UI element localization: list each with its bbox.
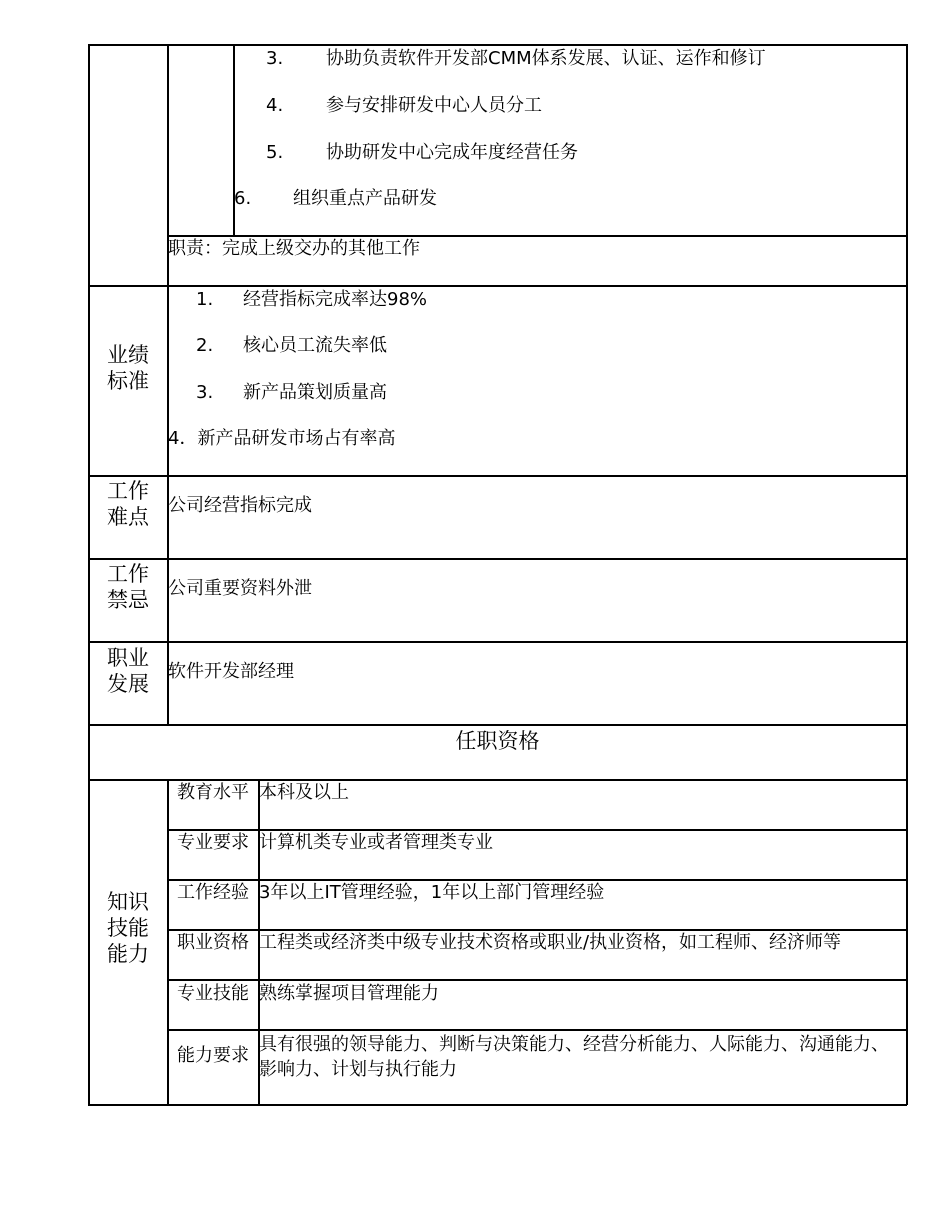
duty-number: 4.: [266, 95, 284, 116]
difficulty-value: 公司经营指标完成: [168, 495, 312, 516]
performance-number: 3.: [196, 382, 214, 403]
table-right-border: [906, 44, 908, 1105]
qual-row-divider: [167, 829, 907, 831]
label-line: 知识: [107, 890, 149, 914]
difficulty-label: [89, 478, 167, 530]
qual-row-label: 专业要求: [177, 832, 249, 853]
duty-text: 组织重点产品研发: [293, 188, 437, 209]
label-line: 难点: [107, 505, 149, 529]
duty-text: 参与安排研发中心人员分工: [326, 95, 542, 116]
label-line: 业绩: [107, 343, 149, 367]
label-line: 工作: [107, 479, 149, 503]
performance-text: 经营指标完成率达98%: [243, 289, 428, 310]
duty-text: 协助研发中心完成年度经营任务: [326, 142, 578, 163]
qual-row-value: 工程类或经济类中级专业技术资格或职业/执业资格，如工程师、经济师等: [259, 932, 842, 953]
performance-item-4: 4．新产品研发市场占有率高: [168, 428, 396, 449]
label-line: 发展: [107, 672, 149, 696]
row-divider: [88, 779, 907, 781]
taboo-label: [89, 561, 167, 613]
label-line: 职业: [107, 646, 149, 670]
qual-row-label: 工作经验: [177, 882, 249, 903]
label-column-divider: [167, 44, 169, 725]
qual-row-divider: [167, 979, 907, 981]
performance-text: 核心员工流失率低: [243, 335, 387, 356]
performance-number: 2.: [196, 335, 214, 356]
career-label: [89, 645, 167, 697]
performance-text: 新产品策划质量高: [243, 382, 387, 403]
qual-row-value: 熟练掌握项目管理能力: [259, 983, 439, 1004]
label-line: 能力: [107, 942, 149, 966]
taboo-value: 公司重要资料外泄: [168, 578, 312, 599]
duty-number: 5.: [266, 142, 284, 163]
row-divider: [88, 475, 907, 477]
performance-number: 1.: [196, 289, 214, 310]
qual-row-value: 3年以上IT管理经验，1年以上部门管理经验: [259, 882, 605, 903]
qual-row-label: 职业资格: [177, 932, 249, 953]
duty-text: 协助负责软件开发部CMM体系发展、认证、运作和修订: [326, 48, 766, 69]
qual-row-value: 本科及以上: [259, 782, 349, 803]
knowledge-label: [89, 889, 167, 967]
row-divider: [88, 641, 907, 643]
qual-row-divider: [167, 879, 907, 881]
table-bottom-border: [88, 1104, 907, 1106]
qual-row-value: 计算机类专业或者管理类专业: [259, 832, 493, 853]
duty-number: 3.: [266, 48, 284, 69]
table-top-border: [88, 44, 907, 46]
qual-row-divider: [167, 929, 907, 931]
row-divider: [88, 285, 907, 287]
label-line: 技能: [107, 916, 149, 940]
row-divider: [88, 558, 907, 560]
qual-row-label: 专业技能: [177, 983, 249, 1004]
duty-other: 职责：完成上级交办的其他工作: [168, 238, 420, 259]
qualification-title: 任职资格: [455, 729, 540, 753]
label-line: 标准: [107, 369, 149, 393]
label-line: 工作: [107, 562, 149, 586]
performance-label: [89, 342, 167, 394]
qual-row-label: 能力要求: [177, 1045, 249, 1066]
row-divider: [88, 724, 907, 726]
career-value: 软件开发部经理: [168, 661, 294, 682]
qual-row-value: 具有很强的领导能力、判断与决策能力、经营分析能力、人际能力、沟通能力、影响力、计划与执行能力: [259, 1034, 889, 1080]
duties-inner-divider-h: [167, 235, 907, 237]
label-line: 禁忌: [107, 588, 149, 612]
qual-row-divider: [167, 1029, 907, 1031]
duty-number: 6.: [234, 188, 252, 209]
qual-row-label: 教育水平: [177, 782, 249, 803]
